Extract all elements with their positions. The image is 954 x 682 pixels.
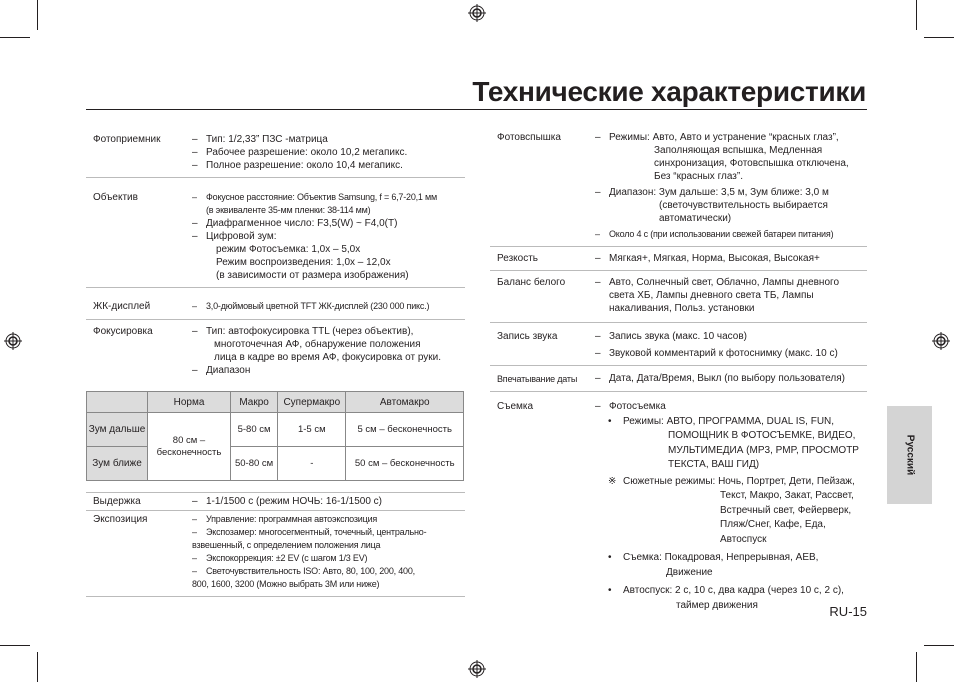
spec-line: Диапазон [206, 365, 251, 376]
spec-label: Баланс белого [497, 277, 566, 288]
table-cell: - [278, 447, 346, 481]
crop-mark [924, 645, 954, 646]
spec-line: режим Фотосъемка: 1,0x – 5,0x [216, 244, 361, 255]
spec-line: Фокусное расстояние: Объектив Samsung, f = 6,7-20,1 мм [206, 192, 438, 202]
spec-sound: Запись звука – Запись звука (макс. 10 часов) – Звуковой комментарий к фотоснимку (макс. 10 с) [490, 323, 867, 366]
spec-label: Запись звука [497, 331, 558, 342]
table-cell: 50 см – бесконечность [346, 447, 464, 481]
spec-line: Рабочее разрешение: около 10,2 мегапикс. [206, 147, 408, 158]
spec-line: Режимы: Авто, Авто и устранение “красных глаз”, [609, 132, 839, 143]
table-cell: 80 см – бесконечность [148, 413, 231, 481]
language-tab [887, 406, 932, 504]
spec-exposure: Экспозиция – Управление: программная автоэкспозиция – Экспозамер: многосегментный, точечный, центрально- взвешенный, с определением положения лица – Экспокоррекция: ±2 EV (с шагом 1/3 EV) – Светочувствительность ISO: Авто, 80, 100, 200, 400, 800, 1600, 3200 (Можно выбрать 3М или ниже) [86, 511, 465, 597]
spec-line: Сюжетные режимы: Ночь, Портрет, Дети, Пейзаж, [623, 475, 855, 487]
page-title: Технические характеристики [472, 76, 866, 107]
focus-range-table [86, 391, 464, 481]
spec-line: Мягкая+, Мягкая, Норма, Высокая, Высокая+ [609, 253, 820, 264]
spec-line: 3,0-дюймовый цветной TFT ЖК-дисплей (230 000 пикс.) [206, 301, 430, 311]
spec-line: Режим воспроизведения: 1,0x – 12,0x [216, 257, 391, 268]
spec-line: Пляж/Снег, Кафе, Еда, [720, 519, 826, 530]
spec-sharpness: Резкость – Мягкая+, Мягкая, Норма, Высокая, Высокая+ [490, 247, 867, 271]
spec-line: Съемка: Покадровая, Непрерывная, AEB, [623, 552, 819, 563]
spec-line: Диафрагменное число: F3,5(W) ~ F4,0(T) [206, 218, 398, 229]
registration-mark-icon [468, 660, 486, 678]
table-row [87, 447, 464, 481]
spec-line: Тип: 1/2,33” ПЗС -матрица [206, 134, 328, 145]
spec-line: Полное разрешение: около 10,4 мегапикс. [206, 160, 403, 171]
spec-shooting: Съемка – Фотосъемка • Режимы: АВТО, ПРОГРАММА, DUAL IS, FUN, ПОМОЩНИК В ФОТОСЪЕМКЕ, ВИДЕО, МУЛЬТИМЕДИА (MP3, PMP, ПРОСМОТР ТЕКСТА, ВАШ ГИД) ※ Сюжетные режимы: Ночь, Портрет, Дети, Пейзаж, Текст, Макро, Закат, Рассвет, Встречный свет, Фейерверк, Пляж/Снег, Кафе, Еда, Автоспуск • Съемка: Покадровая, Непрерывная, AEB, Движение • Автоспуск: 2 с, 10 с, два кадра (через 10 с, 2 с), таймер движения [490, 392, 867, 618]
registration-mark-icon [932, 332, 950, 350]
note-mark-icon: ※ [608, 475, 617, 487]
spec-line: Встречный свет, Фейерверк, [720, 504, 852, 516]
spec-line: Запись звука (макс. 10 часов) [609, 331, 748, 342]
spec-line: 800, 1600, 3200 (Можно выбрать 3М или ниже) [192, 579, 380, 589]
table-header: Супермакро [278, 392, 346, 413]
crop-mark [924, 37, 954, 38]
spec-label: Фокусировка [93, 326, 153, 337]
spec-label: Резкость [497, 253, 538, 264]
spec-line: ПОМОЩНИК В ФОТОСЪЕМКЕ, ВИДЕО, [668, 430, 856, 441]
table-row [87, 413, 464, 447]
spec-line: (в эквиваленте 35-мм пленки: 38-114 мм) [206, 205, 371, 215]
spec-line: света ХБ, Лампы дневного света ТБ, Лампы [609, 290, 814, 301]
spec-lcd: ЖК-дисплей – 3,0-дюймовый цветной TFT ЖК-дисплей (230 000 пикс.) [86, 288, 465, 320]
crop-mark [0, 37, 30, 38]
spec-line: МУЛЬТИМЕДИА (MP3, PMP, ПРОСМОТР [668, 444, 859, 456]
spec-line: Автоспуск: 2 с, 10 с, два кадра (через 10 с, 2 с), [623, 585, 844, 596]
spec-label: Впечатывание даты [497, 374, 578, 384]
left-column [86, 128, 465, 597]
spec-line: Дата, Дата/Время, Выкл (по выбору пользователя) [609, 373, 845, 384]
spec-label: Выдержка [93, 496, 141, 507]
spec-line: Текст, Макро, Закат, Рассвет, [720, 490, 854, 501]
table-cell: 50-80 см [231, 447, 278, 481]
spec-line: Светочувствительность ISO: Авто, 80, 100, 200, 400, [206, 566, 415, 576]
spec-line: (в зависимости от размера изображения) [216, 270, 409, 281]
spec-line: Экспокоррекция: ±2 EV (с шагом 1/3 EV) [206, 553, 368, 563]
spec-line: Фотосъемка [609, 401, 666, 412]
registration-mark-icon [4, 332, 22, 350]
spec-line: Заполняющая вспышка, Медленная [654, 145, 823, 156]
spec-line: автоматически) [659, 213, 732, 224]
spec-line: Режимы: АВТО, ПРОГРАММА, DUAL IS, FUN, [623, 415, 835, 427]
spec-label: Съемка [497, 401, 534, 412]
crop-mark [916, 652, 917, 682]
spec-line: Экспозамер: многосегментный, точечный, центрально- [206, 527, 427, 537]
crop-mark [37, 652, 38, 682]
spec-line: Авто, Солнечный свет, Облачно, Лампы дневного [609, 277, 840, 288]
page-number: RU-15 [829, 604, 867, 619]
crop-mark [0, 645, 30, 646]
table-cell: 5-80 см [231, 413, 278, 447]
spec-line: Управление: программная автоэкспозиция [206, 514, 378, 524]
spec-label: Объектив [93, 192, 138, 203]
spec-line: Тип: автофокусировка TTL (через объектив), [206, 326, 414, 337]
spec-line: (светочувствительность выбирается [659, 200, 828, 211]
spec-lens: Объектив – Фокусное расстояние: Объектив Samsung, f = 6,7-20,1 мм (в эквиваленте 35-мм пленки: 38-114 мм) – Диафрагменное число: F3,5(W) ~ F4,0(T) – Цифровой зум: режим Фотосъемка: 1,0x – 5,0x Режим воспроизведения: 1,0x – 12,0x (в зависимости от размера изображения) [86, 178, 465, 288]
spec-label: ЖК-дисплей [93, 301, 151, 312]
spec-shutter: Выдержка – 1-1/1500 с (режим НОЧЬ: 16-1/1500 с) [86, 492, 465, 511]
table-header [87, 392, 148, 413]
spec-label: Экспозиция [93, 514, 148, 525]
table-cell: 1-5 см [278, 413, 346, 447]
table-header: Автомакро [346, 392, 464, 413]
crop-mark [916, 0, 917, 30]
table-header: Макро [231, 392, 278, 413]
spec-line: накаливания, Польз. установки [609, 303, 755, 314]
spec-line: таймер движения [676, 599, 758, 611]
spec-flash: Фотовспышка – Режимы: Авто, Авто и устранение “красных глаз”, Заполняющая вспышка, Медленная синхронизация, Фотовспышка отключена, Без “красных глаз”. – Диапазон: Зум дальше: 3,5 м, Зум ближе: 3,0 м (светочувствительность выбирается автоматически) – Около 4 с (при использовании свежей батареи питания) [490, 128, 867, 247]
spec-sensor: Фотоприемник – Тип: 1/2,33” ПЗС -матрица – Рабочее разрешение: около 10,2 мегапикс. – Полное разрешение: около 10,4 мегапикс. [86, 128, 465, 178]
spec-white-balance: Баланс белого – Авто, Солнечный свет, Облачно, Лампы дневного света ХБ, Лампы дневного света ТБ, Лампы накаливания, Польз. установки [490, 271, 867, 323]
spec-line: Звуковой комментарий к фотоснимку (макс. 10 с) [609, 348, 838, 359]
spec-line: Движение [666, 566, 713, 578]
table-cell: 5 см – бесконечность [346, 413, 464, 447]
spec-line: Диапазон: Зум дальше: 3,5 м, Зум ближе: 3,0 м [609, 187, 829, 198]
spec-label: Фотоприемник [93, 134, 161, 145]
spec-focus: Фокусировка – Тип: автофокусировка TTL (через объектив), многоточечная АФ, обнаружение положения лица в кадре во время АФ, фокусировка от руки. – Диапазон Норма Макро Супермакро Автомакро Зум дальше 80 см – бесконечность 5-80 см 1-5 см 5 см – бесконечность Зум ближе 50-80 см - 50 см – бесконечность [86, 320, 465, 492]
spec-line: взвешенный, с определением положения лица [192, 540, 381, 550]
right-column [490, 128, 867, 618]
title-rule [86, 109, 867, 110]
spec-line: Цифровой зум: [206, 231, 277, 242]
table-header: Норма [148, 392, 231, 413]
language-tab-label: Русский [904, 434, 915, 476]
spec-line: синхронизация, Фотовспышка отключена, [654, 158, 849, 169]
spec-line: Около 4 с (при использовании свежей батареи питания) [609, 229, 834, 239]
row-header: Зум дальше [87, 413, 148, 447]
spec-line: Без “красных глаз”. [654, 171, 743, 182]
crop-mark [37, 0, 38, 30]
spec-label: Фотовспышка [497, 132, 561, 143]
row-header: Зум ближе [87, 447, 148, 481]
spec-line: 1-1/1500 с (режим НОЧЬ: 16-1/1500 с) [206, 496, 383, 507]
spec-line: лица в кадре во время АФ, фокусировка от руки. [214, 352, 442, 363]
registration-mark-icon [468, 4, 486, 22]
spec-date-imprint: Впечатывание даты – Дата, Дата/Время, Выкл (по выбору пользователя) [490, 366, 867, 392]
spec-line: ТЕКСТА, ВАШ ГИД) [668, 459, 760, 470]
spec-line: Автоспуск [720, 533, 767, 545]
spec-line: многоточечная АФ, обнаружение положения [214, 339, 421, 350]
